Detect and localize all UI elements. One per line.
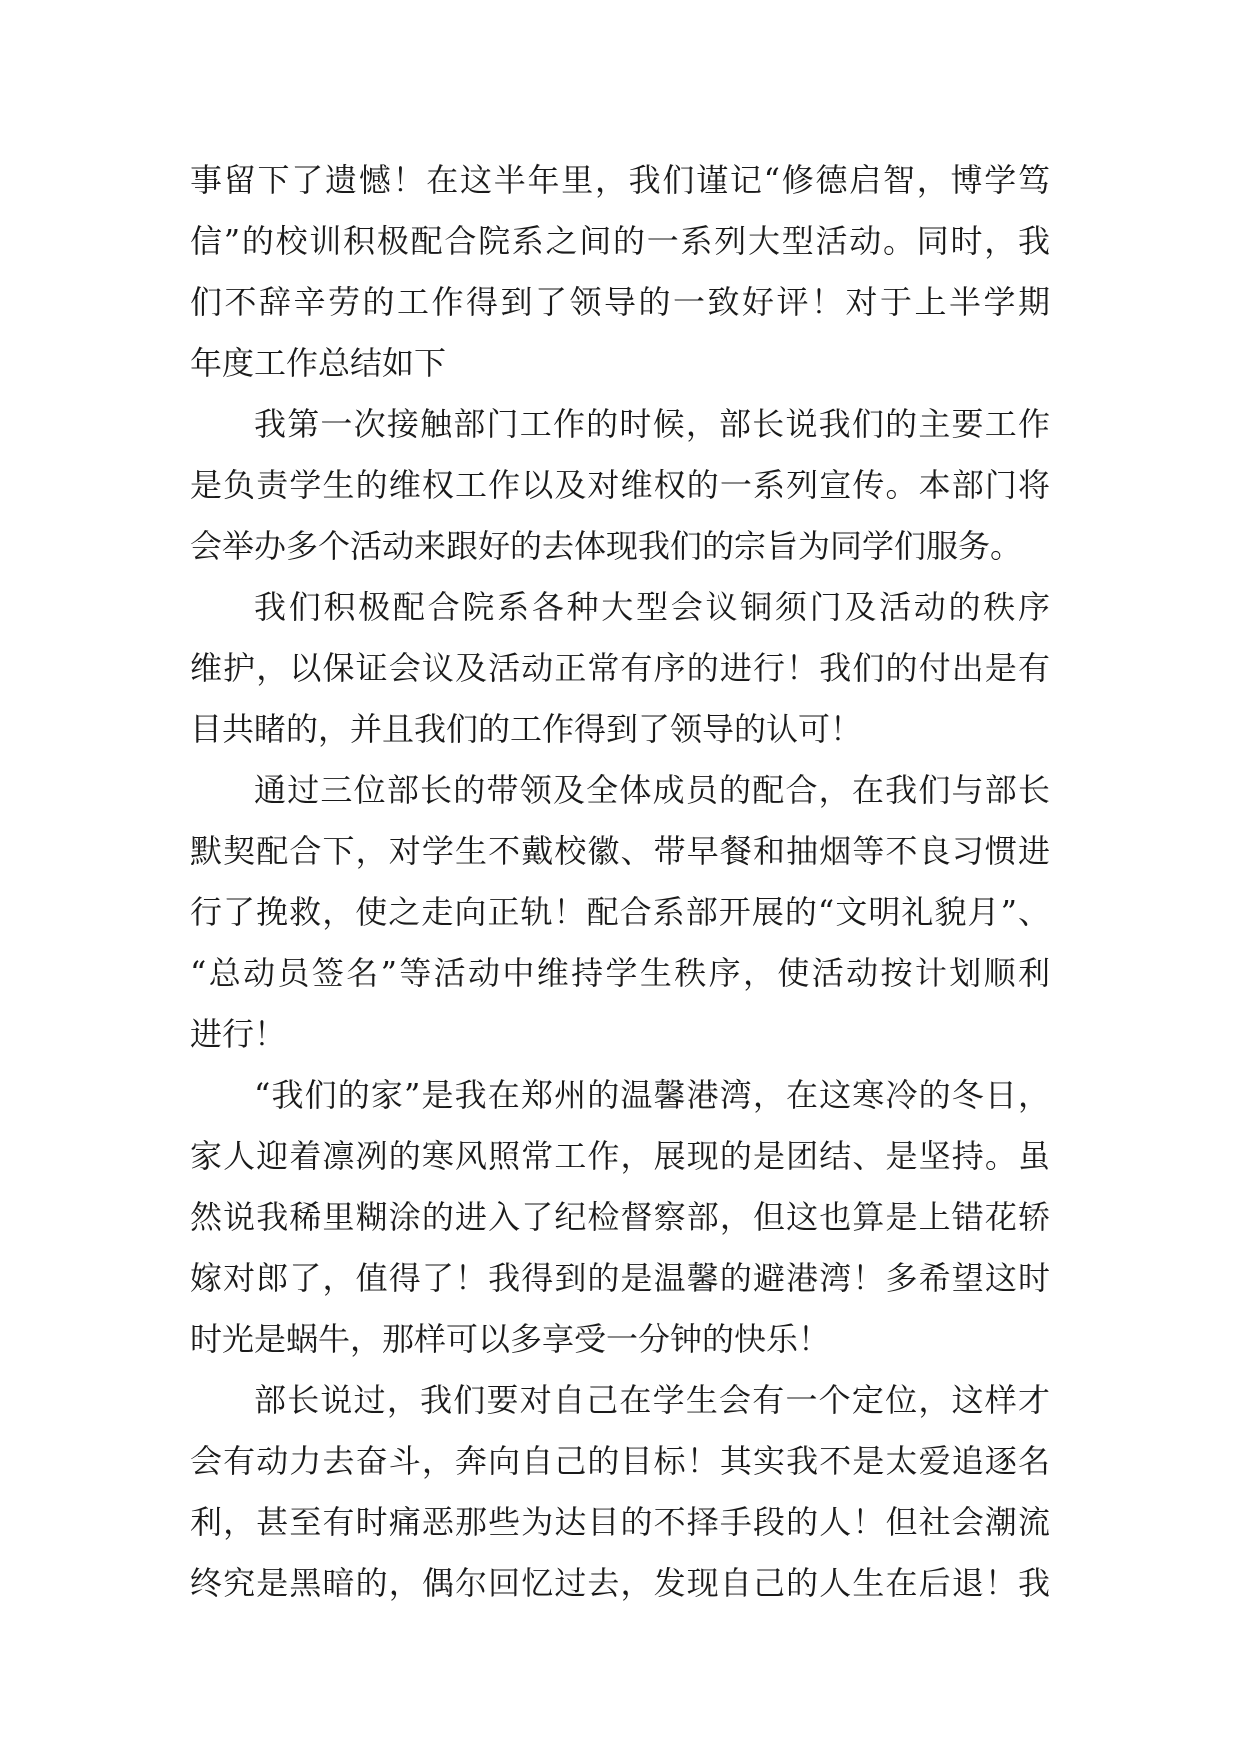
document-body bbox=[190, 150, 1050, 1614]
paragraph bbox=[190, 577, 1050, 760]
text-line: 家人迎着凛冽的寒风照常工作，展现的是团结、是坚持。虽 bbox=[190, 1137, 1050, 1175]
text-line: 然说我稀里糊涂的进入了纪检督察部，但这也算是上错花轿 bbox=[190, 1198, 1050, 1236]
text-line: 嫁对郎了，值得了！我得到的是温馨的避港湾！多希望这时 bbox=[190, 1259, 1050, 1297]
text-line: 维护，以保证会议及活动正常有序的进行！我们的付出是有 bbox=[190, 649, 1050, 687]
text-line: 们不辞辛劳的工作得到了领导的一致好评！对于上半学期 bbox=[190, 283, 1050, 321]
paragraph bbox=[190, 1370, 1050, 1614]
text-line: “总动员签名”等活动中维持学生秩序，使活动按计划顺利 bbox=[190, 954, 1050, 992]
text-line: 进行！ bbox=[190, 1015, 287, 1053]
paragraph bbox=[190, 394, 1050, 577]
text-line: “我们的家”是我在郑州的温馨港湾，在这寒冷的冬日， bbox=[254, 1076, 1050, 1114]
text-line: 行了挽救，使之走向正轨！配合系部开展的“文明礼貌月”、 bbox=[190, 893, 1050, 931]
text-line: 会有动力去奋斗，奔向自己的目标！其实我不是太爱追逐名 bbox=[190, 1442, 1050, 1480]
text-line: 我第一次接触部门工作的时候，部长说我们的主要工作 bbox=[254, 405, 1050, 443]
text-line: 会举办多个活动来跟好的去体现我们的宗旨为同学们服务。 bbox=[190, 527, 1023, 565]
text-line: 默契配合下，对学生不戴校徽、带早餐和抽烟等不良习惯进 bbox=[190, 832, 1050, 870]
text-line: 通过三位部长的带领及全体成员的配合，在我们与部长 bbox=[254, 771, 1050, 809]
text-line: 事留下了遗憾！在这半年里，我们谨记“修德启智，博学笃 bbox=[190, 161, 1050, 199]
text-line: 年度工作总结如下 bbox=[190, 344, 447, 382]
text-line: 是负责学生的维权工作以及对维权的一系列宣传。本部门将 bbox=[190, 466, 1050, 504]
paragraph bbox=[190, 760, 1050, 1065]
text-line: 信”的校训积极配合院系之间的一系列大型活动。同时，我 bbox=[190, 222, 1050, 260]
text-line: 利，甚至有时痛恶那些为达目的不择手段的人！但社会潮流 bbox=[190, 1503, 1050, 1541]
text-line: 我们积极配合院系各种大型会议铜须门及活动的秩序 bbox=[254, 588, 1050, 626]
text-line: 时光是蜗牛，那样可以多享受一分钟的快乐！ bbox=[190, 1320, 831, 1358]
paragraph bbox=[190, 150, 1050, 394]
paragraph bbox=[190, 1065, 1050, 1370]
text-line: 部长说过，我们要对自己在学生会有一个定位，这样才 bbox=[254, 1381, 1050, 1419]
text-line: 终究是黑暗的，偶尔回忆过去，发现自己的人生在后退！我 bbox=[190, 1564, 1050, 1602]
text-line: 目共睹的，并且我们的工作得到了领导的认可！ bbox=[190, 710, 863, 748]
